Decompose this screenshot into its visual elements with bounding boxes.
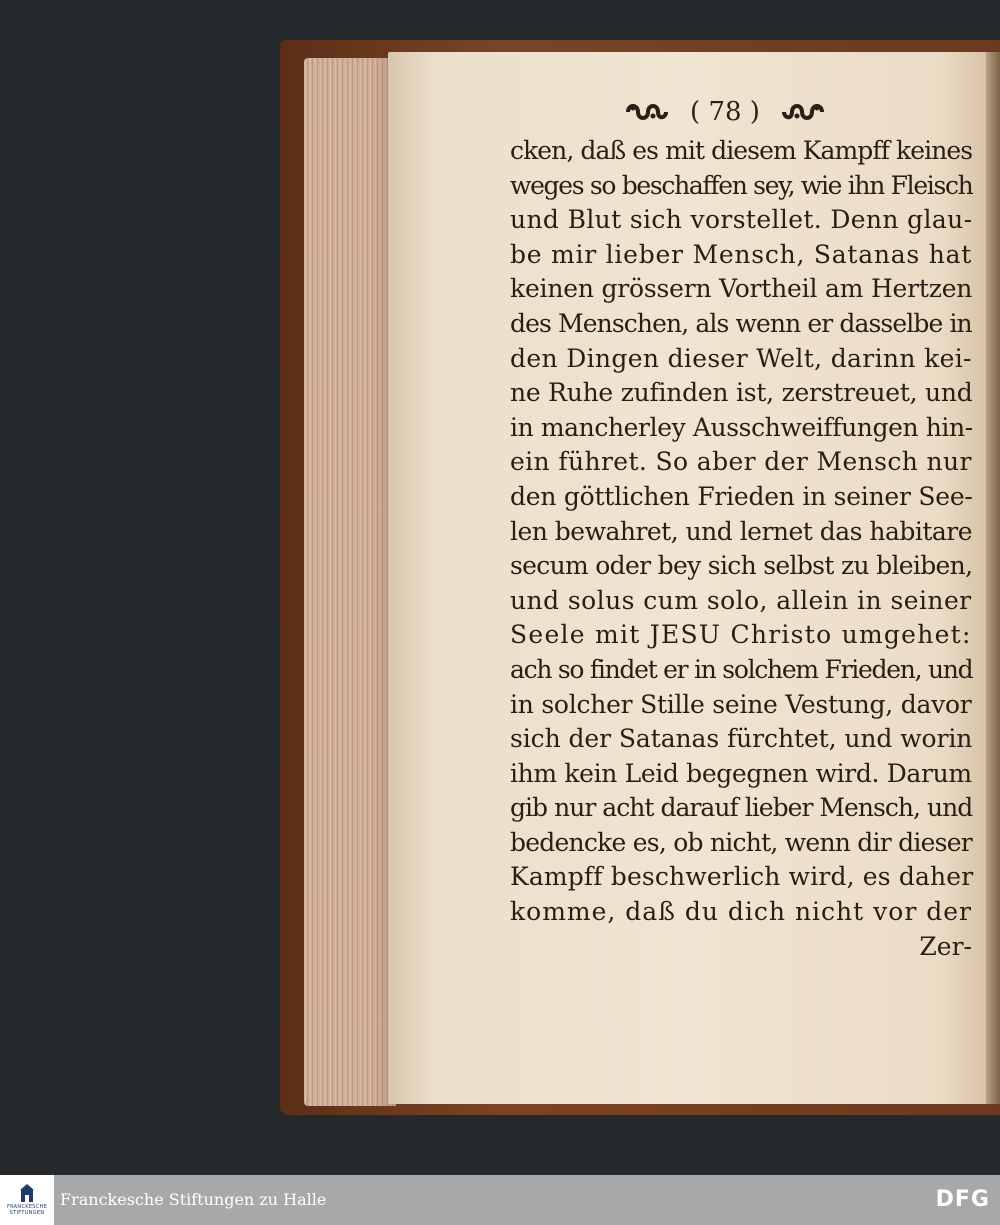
logo-text-2: STIFTUNGEN [9, 1210, 45, 1216]
text-line: gib nur acht darauf lieber Mensch, und [510, 793, 973, 823]
catchword: Zer- [919, 931, 972, 961]
text-line: den göttlichen Frieden in seiner See- [510, 481, 973, 511]
footer-bar [0, 1175, 1000, 1225]
text-line: sich der Satanas fürchtet, und worin [510, 724, 973, 754]
text-line: keinen grössern Vortheil am Hertzen [510, 274, 973, 304]
text-line: ne Ruhe zufinden ist, zerstreuet, und [510, 378, 973, 408]
text-line: des Menschen, als wenn er dasselbe in [510, 308, 972, 338]
text-line: und solus cum solo, allein in seiner [510, 585, 972, 615]
text-line: in solcher Stille seine Vestung, davor [510, 689, 972, 719]
page-gutter [986, 52, 1000, 1104]
text-line: Kampff beschwerlich wird, es daher [510, 862, 974, 892]
text-line: in mancherley Ausschweiffungen hin- [510, 412, 973, 442]
text-line: Seele mit JESU Christo umgehet: [510, 620, 972, 650]
text-line: komme, daß du dich nicht vor der [510, 897, 972, 927]
text-line: cken, daß es mit diesem Kampff keines [510, 136, 973, 165]
text-line: weges so beschaffen sey, wie ihn Fleisch [510, 170, 973, 200]
institution-name[interactable]: Franckesche Stiftungen zu Halle [60, 1190, 327, 1209]
text-line: und Blut sich vorstellet. Denn glau- [510, 205, 973, 235]
institution-logo[interactable] [0, 1175, 54, 1225]
text-line: bedencke es, ob nicht, wenn dir dieser [510, 827, 972, 857]
page-text-block [510, 90, 980, 964]
text-line: len bewahret, und lernet das habitare [510, 516, 973, 546]
text-line: be mir lieber Mensch, Satanas hat [510, 239, 973, 269]
text-line: ach so findet er in solchem Frieden, und [510, 654, 973, 684]
text-line: ihm kein Leid begegnen wird. Darum [510, 758, 972, 788]
building-icon [18, 1184, 36, 1204]
dfg-logo[interactable]: DFG [935, 1187, 990, 1212]
text-line: ein führet. So aber der Mensch nur [510, 447, 972, 477]
right-ornament-icon [782, 100, 826, 124]
text-lines [510, 134, 980, 930]
left-ornament-icon [624, 100, 668, 124]
page-header [470, 90, 980, 134]
page-number: ( 78 ) [690, 97, 760, 127]
text-line: secum oder bey sich selbst zu bleiben, [510, 551, 973, 581]
logo-text-1: FRANCKESCHE [6, 1204, 48, 1210]
text-line: den Dingen dieser Welt, darinn kei- [510, 343, 972, 373]
